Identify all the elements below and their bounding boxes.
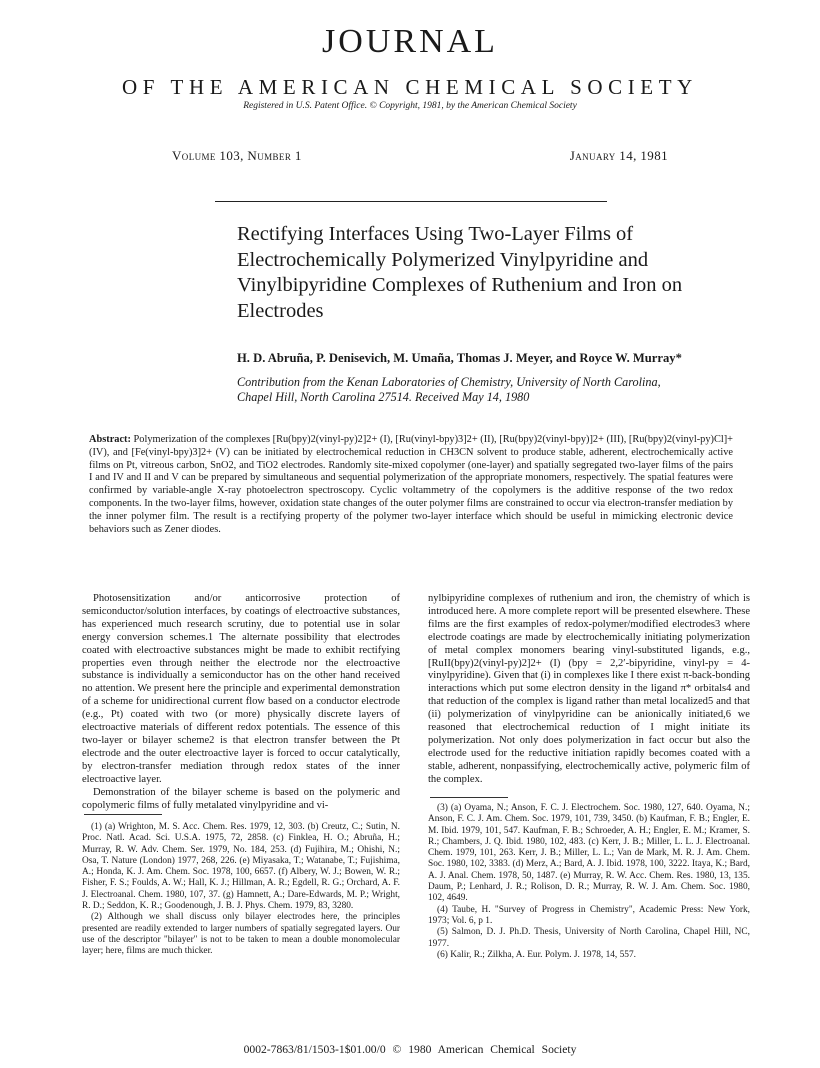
abstract xyxy=(89,434,733,536)
affiliation-line-2: Chapel Hill, North Carolina 27514. Received May 14, 1980 xyxy=(237,390,530,404)
footnote-2: (2) Although we shall discuss only bilayer electrodes here, the principles presented are readily extended to larger numbers of spatially segregated layers. Our use of the descriptor "bilayer" is not to be taken to mean a double monomolecular layer; here, films are much thicker. xyxy=(82,912,400,957)
footnote-4: (4) Taube, H. "Survey of Progress in Chemistry", Academic Press: New York, 1973; Vol. 6, p 1. xyxy=(428,904,750,926)
footnote-divider-left xyxy=(84,814,162,815)
body-paragraph: Demonstration of the bilayer scheme is based on the polymeric and copolymeric films of fully metalated vinylpyridine and vi- xyxy=(82,786,400,811)
affiliation-line-1: Contribution from the Kenan Laboratories of Chemistry, University of North Carolina, xyxy=(237,375,661,389)
footnote-3: (3) (a) Oyama, N.; Anson, F. C. J. Electrochem. Soc. 1980, 127, 640. Oyama, N.; Anson, F. C. J. Am. Chem. Soc. 1979, 101, 739, 3450. (b) Kaufman, F. B.; Engler, E. M. Ibid. 1979, 101, 547. Kaufman, F. B.; Schroeder, A. H.; Engler, E. M.; Kramer, S. R.; Chambers, J. Q. Ibid. 1980, 102, 483. (c) Kerr, J. B.; Miller, L. L. J. Electroanal. Chem. 1979, 101, 263. Kerr, J. B.; Miller, L. L.; Van de Mark, M. R. J. Am. Chem. Soc. 1980, 102, 3383. (d) Merz, A.; Bard, A. J. Ibid. 1978, 100, 3222. Itaya, K.; Bard, A. J. Anal. Chem. 1978, 50, 1487. (e) Murray, R. W. Acc. Chem. Res. 1980, 13, 135. Daum, P.; Lenhard, J. R.; Rolison, D. R.; Murray, R. W. J. Am. Chem. Soc. 1980, 102, 4649. xyxy=(428,803,750,904)
society-name: OF THE AMERICAN CHEMICAL SOCIETY xyxy=(122,75,698,99)
body-column-right xyxy=(428,593,750,787)
body-column-left xyxy=(82,593,400,812)
body-paragraph: Photosensitization and/or anticorrosive protection of semiconductor/solution interfaces, by coatings of electroactive substances, has experienced much research scrutiny, due to potential use in solar energy conversion schemes.1 The alternate possibility that electrodes coated with electroactive substances might be made to exhibit rectifying properties even through neither the electrode nor the electroactive substance is individually a semiconductor has on the other hand received no attention. We present here the principle and experimental demonstration of a scheme for unidirectional current flow based on a conductor electrode (e.g., Pt) coated with two (or more) physically discrete layers of electroactive materials of different redox potentials. The essence of this two-layer or bilayer scheme2 is that electron transfer between the Pt electrode and the outer electroactive layer is forced to occur catalytically, by electron-transfer mediation through redox states of the inner electroactive layer. xyxy=(82,593,400,785)
article-code: 0002-7863/81/1503-1$01.00/0 xyxy=(243,1043,386,1056)
journal-name: JOURNAL xyxy=(322,23,498,60)
footnotes-right xyxy=(428,803,750,961)
registration-notice: Registered in U.S. Patent Office. © Copyright, 1981, by the American Chemical Society xyxy=(243,101,577,111)
issue-date: January 14, 1981 xyxy=(569,148,668,163)
volume-number: Volume 103, Number 1 xyxy=(172,148,302,163)
page-footer xyxy=(0,1043,820,1057)
article-title: Rectifying Interfaces Using Two-Layer Films of Electrochemically Polymerized Vinylpyridine and Vinylbipyridine Complexes of Ruthenium and Iron on Electrodes xyxy=(237,223,683,322)
footnote-5: (5) Salmon, D. J. Ph.D. Thesis, University of North Carolina, Chapel Hill, NC, 1977. xyxy=(428,927,750,949)
article-authors: H. D. Abruña, P. Denisevich, M. Umaña, Thomas J. Meyer, and Royce W. Murray* xyxy=(237,351,682,365)
abstract-label: Abstract: xyxy=(89,434,131,445)
abstract-text: Polymerization of the complexes [Ru(bpy)2(vinyl-py)2]2+ (I), [Ru(vinyl-bpy)3]2+ (II), [Ru(bpy)2(vinyl-bpy)]2+ (III), [Ru(bpy)2(vinyl-py)Cl]+ (IV), and [Fe(vinyl-bpy)3]2+ (V) can be initiated by electrochemical reduction in CH3CN solvent to produce stable, adherent, electrochemically active films on Pt, vitreous carbon, SnO2, and TiO2 electrodes. Randomly site-mixed copolymer (one-layer) and spatially segregated two-layer films of the pairs I and IV and II and V can be prepared by simultaneous and sequential polymerization of the appropriate monomers, respectively. The spatial features were confirmed by variable-angle X-ray photoelectron spectroscopy. Cyclic voltammetry of the copolymers is the additive response of the two redox components. In the two-layer films, however, oxidation state changes of the outer polymer films are constrained to occur via electron-transfer mediation by the inner polymer film. The result is a rectifying property of the polymer two-layer interface which should be useful in mimicking electronic device behaviors such as Zener diodes. xyxy=(89,434,733,535)
footnote-6: (6) Kalir, R.; Zilkha, A. Eur. Polym. J. 1978, 14, 557. xyxy=(437,949,636,960)
footnote-divider-right xyxy=(430,797,508,798)
copyright-notice: © 1980 American Chemical Society xyxy=(392,1043,577,1056)
article-affiliation xyxy=(237,375,737,405)
body-paragraph: nylbipyridine complexes of ruthenium and iron, the chemistry of which is introduced here. A more complete report will be presented elsewhere. These films are the first examples of redox-polymer/modified electrodes3 where electrode coatings are made by electrochemically initiating polymerization of metal complex monomers bearing vinyl-substituted ligands, e.g., [RuII(bpy)2(vinyl-py)2]2+ (I) (bpy = 2,2′-bipyridine, vinyl-py = 4-vinylpyridine). Given that (i) in complexes like I there exist π-back-bonding interactions which put some electron density in the ligand π* orbitals4 and that reduction of the complex is ligand rather than metal localized5 and that (ii) polymerization of vinylpyridine can be anionically initiated,6 we reasoned that electrochemical reduction of I might initiate its polymerization. Not only does polymerization in fact occur but also the electrode used for the reductive initiation rapidly becomes coated with a stable, adherent, nonpassifying, electrochemically active, polymeric film of the complex. xyxy=(428,593,750,785)
footnote-1: (1) (a) Wrighton, M. S. Acc. Chem. Res. 1979, 12, 303. (b) Creutz, C.; Sutin, N. Proc. Natl. Acad. Sci. U.S.A. 1975, 72, 2858. (c) Finklea, H. O.; Abruña, H.; Murray, R. W. Adv. Chem. Ser. 1979, No. 184, 253. (d) Fujihira, M.; Ohishi, N.; Osa, T. Nature (London) 1977, 268, 226. (e) Miyasaka, T.; Watanabe, T.; Fujishima, A.; Honda, K. J. Am. Chem. Soc. 1978, 100, 6657. (f) Albery, W. J.; Bowen, W. R.; Fisher, F. S.; Foulds, A. W.; Hall, K. J.; Hillman, A. R.; Egdell, R. G.; Orchard, A. F. J. Electroanal. Chem. 1980, 107, 37. (g) Hamnett, A.; Dare-Edwards, M. P.; Wright, R. D.; Seddon, K. R.; Goodenough, J. B. J. Phys. Chem. 1979, 83, 3280. xyxy=(82,822,400,912)
header-divider xyxy=(215,201,607,202)
footnotes-left xyxy=(82,822,400,958)
